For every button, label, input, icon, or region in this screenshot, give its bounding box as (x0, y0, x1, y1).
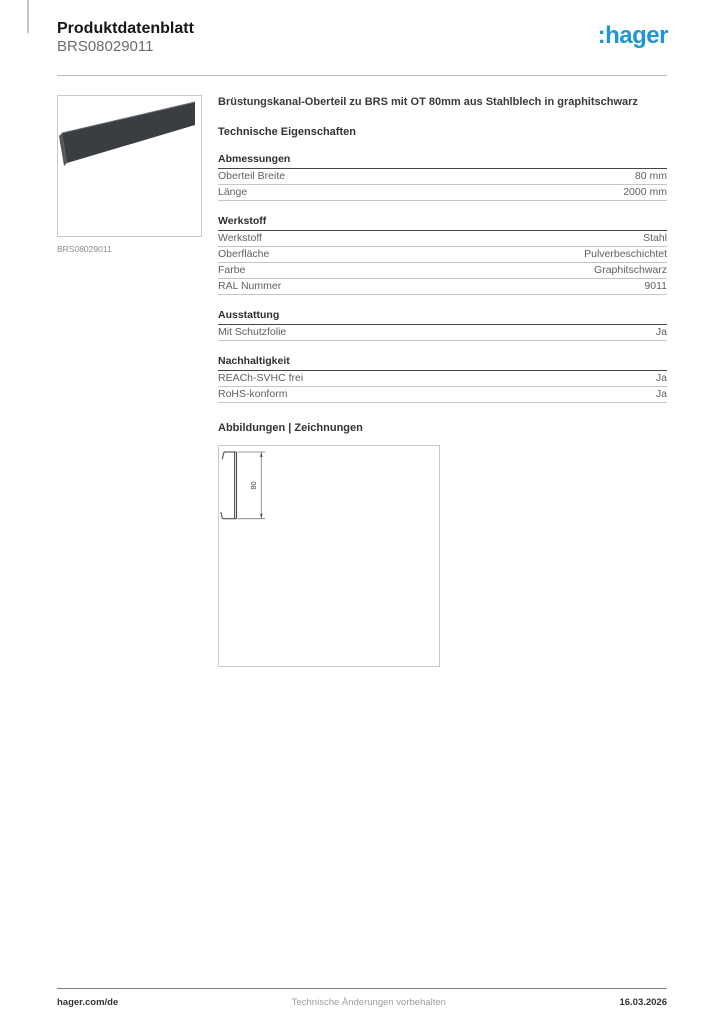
row-value: Stahl (643, 231, 667, 244)
header-divider (57, 75, 667, 76)
row-label: Werkstoff (218, 231, 262, 244)
section-werkstoff (218, 215, 667, 295)
section-nachhaltigkeit (218, 355, 667, 403)
drawings-heading: Abbildungen | Zeichnungen (218, 422, 363, 434)
technical-drawing (218, 445, 440, 667)
table-row (218, 279, 667, 295)
product-photo-graphic (58, 96, 201, 236)
table-row (218, 263, 667, 279)
dimension-label: 80 (249, 481, 258, 490)
footer-date: 16.03.2026 (619, 997, 667, 1008)
row-value: 2000 mm (623, 185, 667, 198)
product-image-column (57, 95, 202, 254)
page-header (57, 20, 194, 56)
row-value: Ja (655, 371, 667, 384)
row-label: REACh-SVHC frei (218, 371, 304, 384)
profile-cross-section-drawing (219, 446, 439, 666)
row-label: Farbe (218, 263, 246, 276)
row-value: Ja (655, 387, 667, 400)
hager-logo: :hager (597, 22, 668, 49)
table-row (218, 247, 667, 263)
section-title: Werkstoff (218, 215, 667, 231)
table-row (218, 231, 667, 247)
row-label: Länge (218, 185, 248, 198)
product-title: Brüstungskanal-Oberteil zu BRS mit OT 80mm aus Stahlblech in graphitschwarz (218, 96, 638, 108)
row-label: Mit Schutzfolie (218, 325, 287, 338)
table-row (218, 325, 667, 341)
row-value: Pulverbeschichtet (584, 247, 667, 260)
section-title: Abmessungen (218, 153, 667, 169)
tech-properties-heading: Technische Eigenschaften (218, 126, 356, 138)
table-row (218, 371, 667, 387)
row-value: Graphitschwarz (594, 263, 667, 276)
page-title: Produktdatenblatt (57, 20, 194, 37)
product-image-caption: BRS08029011 (57, 244, 112, 254)
page-edge-mark (27, 0, 29, 33)
row-label: RAL Nummer (218, 279, 282, 292)
footer-website: hager.com/de (57, 997, 119, 1008)
footer-disclaimer: Technische Änderungen vorbehalten (291, 997, 446, 1008)
row-label: RoHS-konform (218, 387, 288, 400)
page-footer (57, 988, 667, 1008)
row-label: Oberfläche (218, 247, 270, 260)
content-column (218, 95, 667, 667)
section-title: Nachhaltigkeit (218, 355, 667, 371)
product-code: BRS08029011 (57, 38, 154, 56)
row-value: 9011 (644, 279, 667, 292)
table-row (218, 387, 667, 403)
row-label: Oberteil Breite (218, 169, 286, 182)
table-row (218, 169, 667, 185)
row-value: Ja (655, 325, 667, 338)
table-row (218, 185, 667, 201)
section-abmessungen (218, 153, 667, 201)
section-ausstattung (218, 309, 667, 341)
product-image (57, 95, 202, 237)
row-value: 80 mm (634, 169, 667, 182)
section-title: Ausstattung (218, 309, 667, 325)
